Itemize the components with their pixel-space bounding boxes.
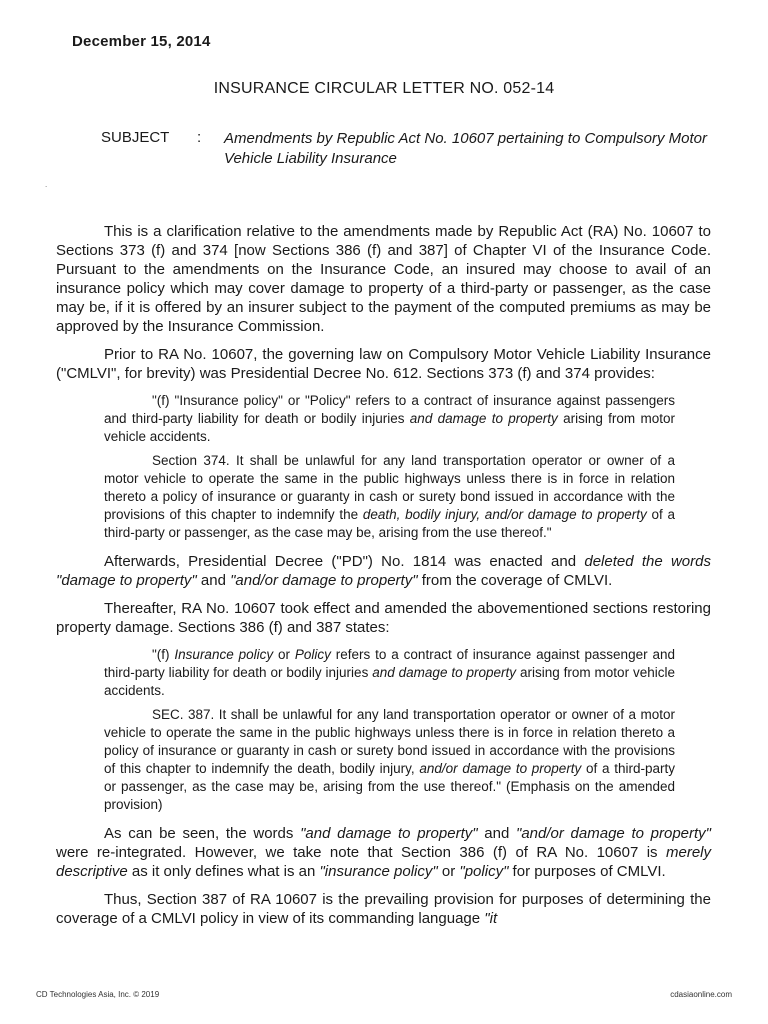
subject-colon: :: [197, 129, 202, 146]
paragraph-text: as it only defines what is an: [127, 863, 320, 880]
letter-date: December 15, 2014: [72, 33, 211, 50]
quote-emphasis: and/or damage to property: [419, 761, 582, 776]
paragraph-3: [56, 552, 711, 590]
circular-title: INSURANCE CIRCULAR LETTER NO. 052-14: [213, 80, 555, 97]
letter-body: [56, 222, 711, 937]
quote-section-387: [104, 706, 675, 814]
footer-copyright: CD Technologies Asia, Inc. © 2019: [36, 990, 160, 999]
quote-text: arising from motor vehicle accidents.: [104, 665, 675, 698]
paragraph-1: This is a clarification relative to the amendments made by Republic Act (RA) No. 10607 to Sections 373 (f) and 374 [now Sections 386 (f) and 387] of Chapter VI of the Insurance Code. Pursuant to the amendments on the Insurance Code, an insured may choose to avail of an insurance policy which may cover damage to property of a third-party or passenger, as the case may be, if it is offered by an insurer subject to the payment of the computed premiums as may be approved by the Insurance Commission.: [56, 223, 711, 335]
paragraph-text: and: [477, 825, 516, 842]
quote-text: Section 374. It shall be unlawful for any land transportation operator or owner of a motor vehicle to operate the same in the public highways unless there is in force in relation thereto a policy of insurance or guaranty in cash or surety bond issued in accordance with the provisions of this chapter to indemnify the: [104, 453, 675, 522]
quote-text: "(f): [152, 647, 175, 662]
quote-emphasis: and damage to property: [372, 665, 517, 680]
paragraph-4: Thereafter, RA No. 10607 took effect and amended the abovementioned sections restoring property damage. Sections 386 (f) and 387 states:: [56, 600, 711, 636]
quote-text: refers to a contract of insurance against passenger and third-party liability for death or bodily injuries: [104, 647, 675, 680]
quote-emphasis: Policy: [294, 647, 331, 662]
quote-emphasis: death, bodily injury, and/or damage to property: [362, 507, 647, 522]
paragraph-text: Thus, Section 387 of RA 10607 is the prevailing provision for purposes of determining the coverage of a CMLVI policy in view of its commanding language: [56, 891, 711, 927]
quote-text: "(f) "Insurance policy" or "Policy" refers to a contract of insurance against passengers and third-party liability for death or bodily injuries: [104, 393, 675, 426]
subject-label: SUBJECT: [101, 129, 170, 146]
paragraph-text: As can be seen, the words: [104, 825, 301, 842]
paragraph-text: and: [196, 572, 231, 589]
paragraph-emphasis: merely descriptive: [56, 844, 711, 880]
quote-section-373f: [104, 392, 675, 446]
margin-marker: .: [45, 180, 48, 189]
paragraph-emphasis: "and/or damage to property": [230, 572, 418, 589]
quote-text: of a third-party or passenger, as the case may be, arising from the use thereof.": [104, 507, 675, 540]
quote-section-386f: [104, 646, 675, 700]
quote-emphasis: Insurance policy: [174, 647, 274, 662]
paragraph-text: were re-integrated. However, we take note that Section 386 (f) of RA No. 10607 is: [56, 844, 666, 861]
quote-section-374: [104, 452, 675, 542]
paragraph-emphasis: deleted the words "damage to property": [56, 553, 711, 589]
paragraph-5: [56, 824, 711, 881]
quote-text: or: [273, 647, 295, 662]
paragraph-emphasis: "it: [484, 910, 498, 927]
paragraph-text: or: [437, 863, 460, 880]
quote-text: SEC. 387. It shall be unlawful for any land transportation operator or owner of a motor vehicle to operate the same in the public highways unless there is in force in relation thereto a policy of insurance or guaranty in cash or surety bond issued in accordance with the provisions of this chapter to indemnify the death, bodily injury,: [104, 707, 675, 776]
quote-text: of a third-party or passenger, as the case may be, arising from the use thereof." (Emphasis on the amended provision): [104, 761, 675, 812]
paragraph-text: Afterwards, Presidential Decree ("PD") No. 1814 was enacted and: [104, 553, 585, 570]
quote-emphasis: and damage to property: [409, 411, 558, 426]
subject-text: Amendments by Republic Act No. 10607 pertaining to Compulsory Motor Vehicle Liability Insurance: [224, 130, 708, 167]
quote-text: arising from motor vehicle accidents.: [104, 411, 675, 444]
paragraph-text: for purposes of CMLVI.: [508, 863, 666, 880]
paragraph-2: Prior to RA No. 10607, the governing law on Compulsory Motor Vehicle Liability Insurance ("CMLVI", for brevity) was Presidential Decree No. 612. Sections 373 (f) and 374 provides:: [56, 346, 711, 382]
footer-website: cdasiaonline.com: [670, 990, 732, 999]
paragraph-emphasis: "insurance policy": [319, 863, 438, 880]
paragraph-emphasis: "and/or damage to property": [516, 825, 711, 842]
paragraph-6: [56, 890, 711, 928]
paragraph-emphasis: "and damage to property": [300, 825, 478, 842]
paragraph-emphasis: "policy": [459, 863, 509, 880]
paragraph-text: from the coverage of CMLVI.: [417, 572, 613, 589]
